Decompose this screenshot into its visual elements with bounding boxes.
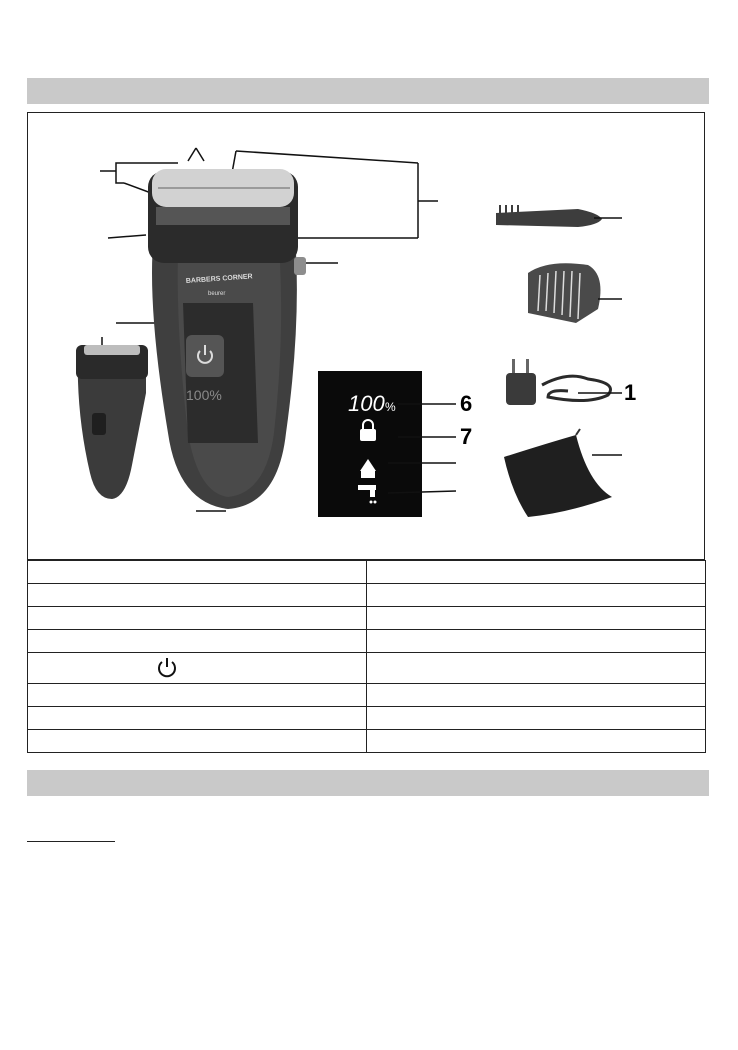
table-row (28, 730, 706, 753)
table-cell (28, 653, 367, 684)
table-cell (367, 584, 706, 607)
shaver-side-view (76, 345, 148, 499)
table-row (28, 561, 706, 584)
callout-7: 7 (460, 424, 473, 449)
table-cell (367, 707, 706, 730)
subheading-underline (27, 841, 115, 842)
shaver-display-readout: 100% (186, 387, 222, 403)
storage-pouch (504, 429, 622, 517)
parts-table (27, 560, 706, 753)
table-row (28, 584, 706, 607)
table-cell (28, 707, 367, 730)
table-cell (367, 561, 706, 584)
section-header-bar (27, 770, 709, 796)
table-row (28, 653, 706, 684)
table-cell (367, 630, 706, 653)
section-header-bar (27, 78, 709, 104)
shaver-brand: BARBERS CORNER (185, 273, 253, 285)
table-cell (367, 684, 706, 707)
shaver-front-view (148, 169, 306, 509)
table-cell (28, 684, 367, 707)
table-cell (28, 584, 367, 607)
table-row (28, 684, 706, 707)
table-cell (28, 607, 367, 630)
table-row (28, 630, 706, 653)
power-adapter (506, 359, 622, 405)
cleaning-brush (496, 205, 622, 227)
trimmer-attachment (528, 263, 622, 323)
table-cell (28, 630, 367, 653)
device-illustration (28, 113, 706, 561)
panel-readout-digits: 100 (348, 391, 385, 416)
table-cell (367, 607, 706, 630)
panel-readout-unit: % (385, 400, 396, 414)
callout-1: 1 (624, 380, 637, 405)
table-row (28, 707, 706, 730)
device-overview-figure (27, 112, 705, 560)
table-cell (367, 653, 706, 684)
table-row (28, 607, 706, 630)
table-cell (28, 561, 367, 584)
power-icon (156, 656, 178, 681)
table-cell (367, 730, 706, 753)
table-cell (28, 730, 367, 753)
shaver-brand-sub: beurer (208, 291, 226, 297)
callout-6: 6 (460, 391, 473, 416)
